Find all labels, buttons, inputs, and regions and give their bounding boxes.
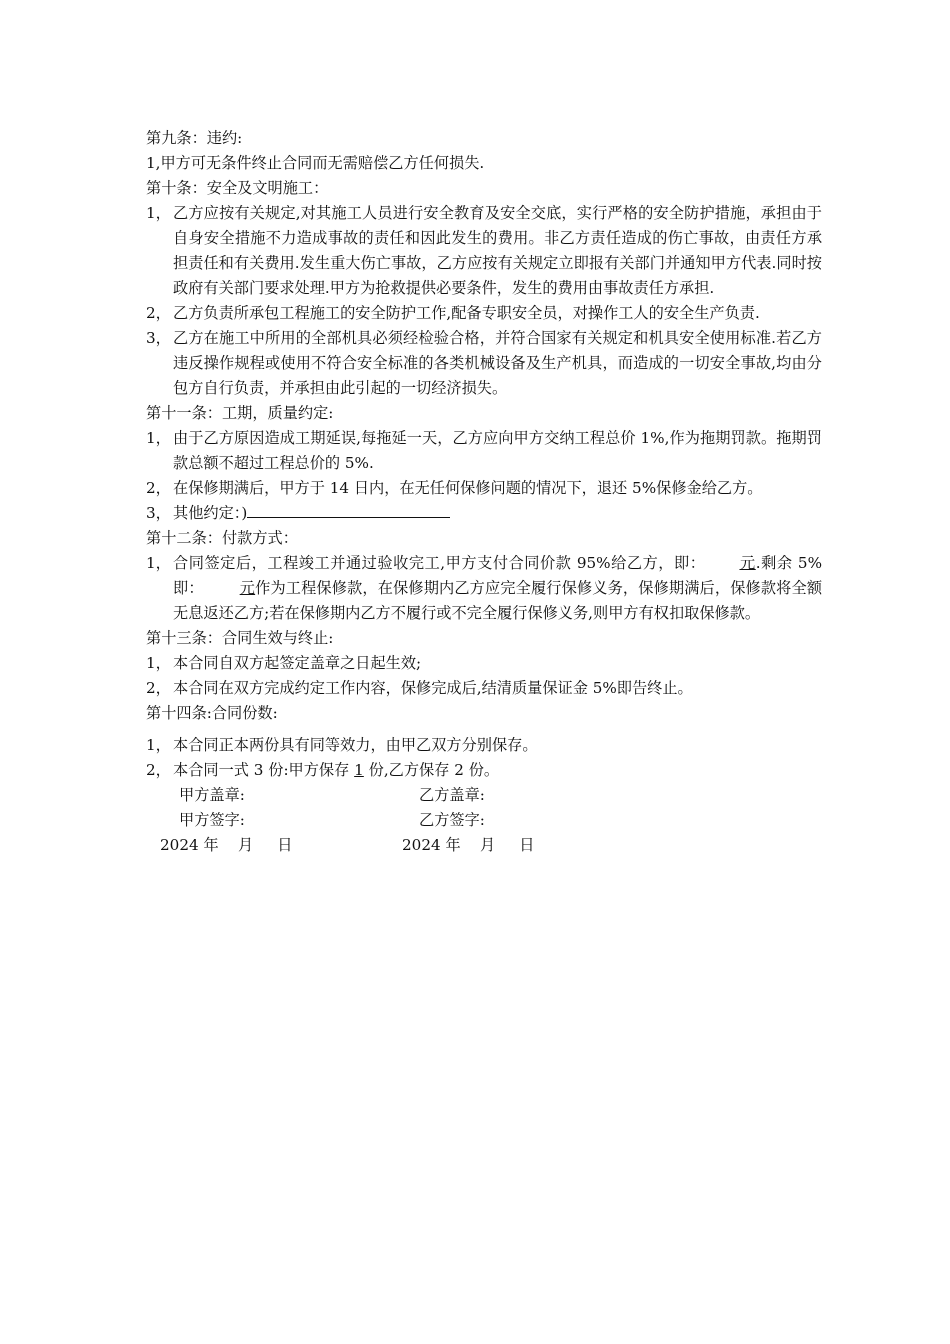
- party-b-seal-label: 乙方盖章:: [419, 786, 485, 804]
- item-number: 3，: [146, 329, 171, 347]
- blank-underline: [247, 502, 450, 518]
- party-a-seal-label: 甲方盖章:: [179, 786, 245, 804]
- item-text-part: 本合同一式 3 份:甲方保存: [173, 761, 355, 779]
- article-14-item-1: [146, 733, 822, 758]
- item-number: 2，: [146, 679, 171, 697]
- article-13-item-2: [146, 676, 822, 701]
- article-11-item-2: [146, 476, 822, 501]
- item-text: 本合同正本两份具有同等效力，由甲乙双方分别保存。: [173, 736, 538, 754]
- item-number: 2，: [146, 304, 171, 322]
- item-text-part: 合同签定后，工程竣工并通过验收完工,甲方支付合同价款 95%给乙方，即：: [173, 554, 706, 572]
- item-text: 由于乙方原因造成工期延误,每拖延一天，乙方应向甲方交纳工程总价 1%,作为拖期罚款。拖期罚款总额不超过工程总价的 5%.: [173, 429, 822, 472]
- article-10-item-3: [146, 326, 822, 401]
- item-text: 本合同在双方完成约定工作内容，保修完成后,结清质量保证金 5%即告终止。: [173, 679, 693, 697]
- yuan-label: 元: [739, 554, 756, 572]
- party-a-sign-label: 甲方签字:: [179, 811, 245, 829]
- item-number: 1，: [146, 554, 171, 572]
- party-b-date: 2024 年 月 日: [402, 836, 535, 854]
- party-a-date: 2024 年 月 日: [160, 836, 293, 854]
- item-text: 乙方负责所承包工程施工的安全防护工作,配备专职安全员，对操作工人的安全生产负责.: [173, 304, 760, 322]
- item-text: 其他约定：: [173, 504, 242, 522]
- article-11-item-3: [146, 501, 822, 526]
- yuan-label: 元: [239, 579, 256, 597]
- item-text: 乙方在施工中所用的全部机具必须经检验合格，并符合国家有关规定和机具安全使用标准.若乙方违反操作规程或使用不符合安全标准的各类机械设备及生产机具，而造成的一切安全事故,均由分包方自行负责，并承担由此引起的一切经济损失。: [173, 329, 822, 397]
- item-text-part: 作为工程保修款，在保修期内乙方应完全履行保修义务，保修期满后，保修款将全额无息返还乙方;若在保修期内乙方不履行或不完全履行保修义务,则甲方有权扣取保修款。: [173, 579, 823, 622]
- item-number: 2，: [146, 761, 171, 779]
- fill-in-blank: [241, 504, 450, 522]
- article-14-item-2: [146, 758, 822, 783]
- party-b-sign-label: 乙方签字:: [419, 811, 485, 829]
- article-11-heading: 第十一条：工期，质量约定:: [146, 404, 334, 422]
- article-10-item-1: [146, 201, 822, 301]
- signature-row-sign: [146, 808, 822, 833]
- item-number: 1，: [146, 429, 171, 447]
- item-text-part: .剩余 5%即：: [173, 554, 823, 597]
- item-number: 1，: [146, 654, 171, 672]
- item-number: 1，: [146, 204, 171, 222]
- article-9-heading: 第九条：违约:: [146, 129, 243, 147]
- signature-row-date: [146, 833, 822, 858]
- signature-row-seal: [146, 783, 822, 808]
- item-text: 乙方应按有关规定,对其施工人员进行安全教育及安全交底，实行严格的安全防护措施，承担由于自身安全措施不力造成事故的责任和因此发生的费用。非乙方责任造成的伤亡事故，由责任方承担责任和有关费用.发生重大伤亡事故，乙方应按有关规定立即报有关部门并通知甲方代表.同时按政府有关部门要求处理.甲方为抢救提供必要条件，发生的费用由事故责任方承担.: [173, 204, 822, 297]
- item-number: 3，: [146, 504, 171, 522]
- article-9-clause: 1,甲方可无条件终止合同而无需赔偿乙方任何损失.: [146, 154, 485, 172]
- article-10-heading: 第十条：安全及文明施工：: [146, 179, 329, 197]
- item-text: 本合同自双方起签定盖章之日起生效;: [173, 654, 422, 672]
- item-number: 2，: [146, 479, 171, 497]
- article-12-item-1: [146, 551, 822, 626]
- article-13-heading: 第十三条：合同生效与终止:: [146, 629, 334, 647]
- article-10-item-2: [146, 301, 822, 326]
- article-14-heading: 第十四条:合同份数:: [146, 704, 278, 722]
- article-11-item-1: [146, 426, 822, 476]
- copy-count: 1: [354, 761, 364, 779]
- article-12-heading: 第十二条：付款方式：: [146, 529, 298, 547]
- blank-paren: ): [241, 504, 248, 522]
- contract-body: [146, 126, 822, 858]
- item-text-part: 份,乙方保存 2 份。: [363, 761, 500, 779]
- item-text: 在保修期满后，甲方于 14 日内，在无任何保修问题的情况下，退还 5%保修金给乙方。: [173, 479, 763, 497]
- item-number: 1，: [146, 736, 171, 754]
- article-13-item-1: [146, 651, 822, 676]
